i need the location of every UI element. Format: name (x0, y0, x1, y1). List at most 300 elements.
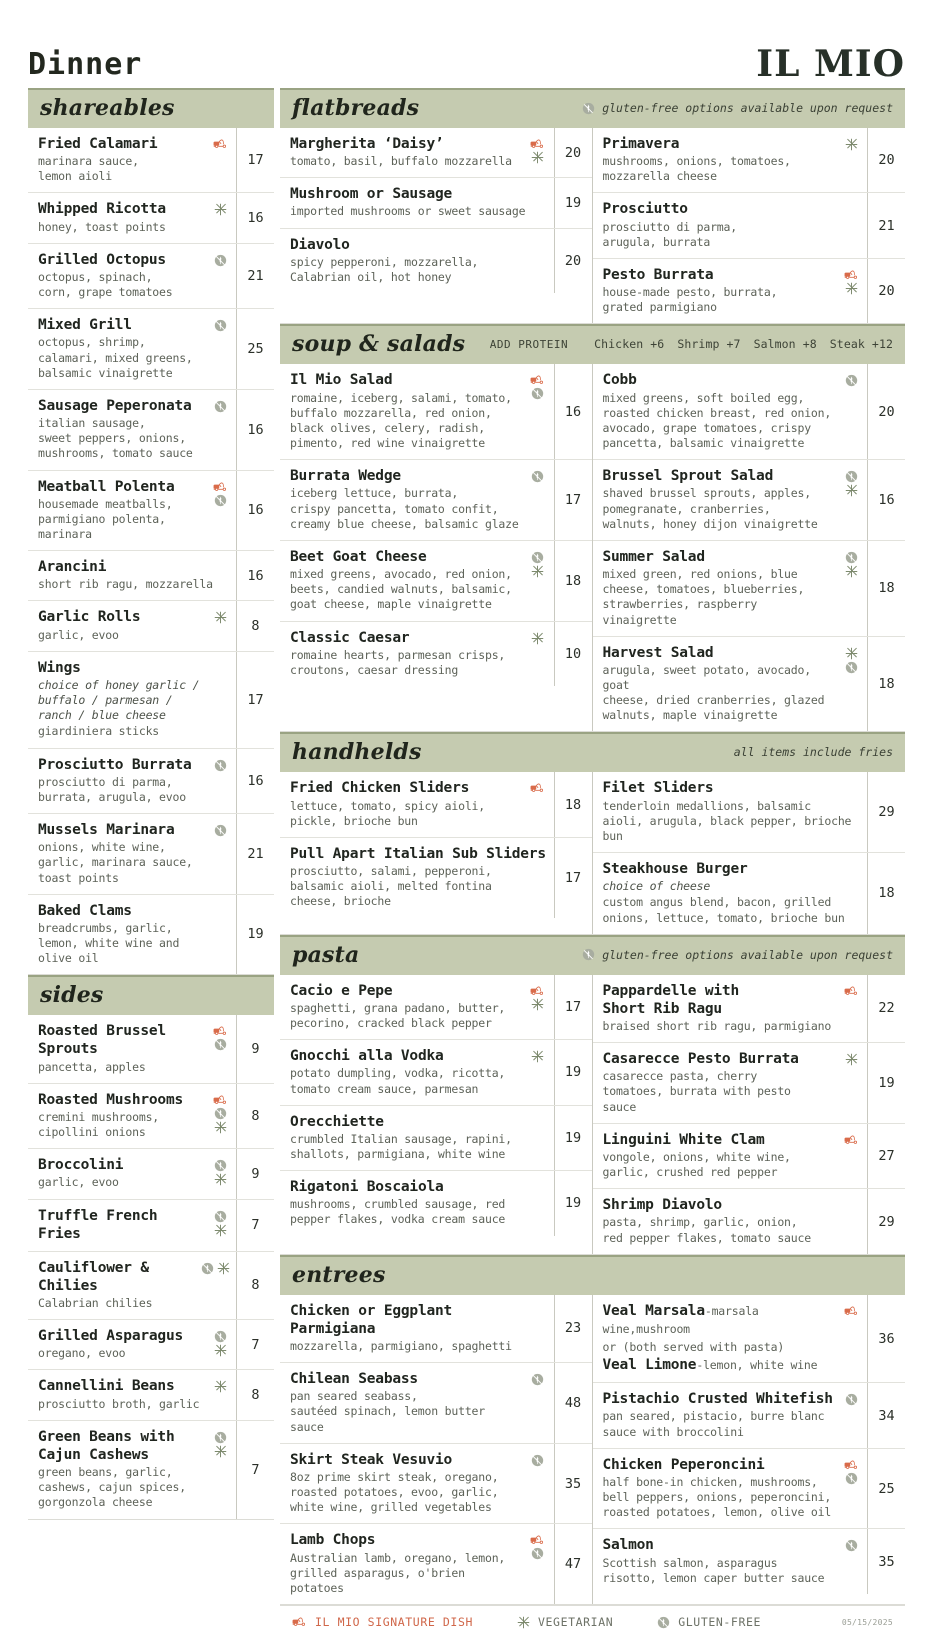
gluten-free-icon (845, 374, 858, 387)
item-body (28, 814, 236, 894)
item-text (290, 236, 548, 285)
vegetarian-icon (845, 484, 858, 497)
vegetarian-icon (214, 1344, 227, 1357)
item-price: 8 (236, 601, 274, 650)
gluten-free-icon (845, 470, 858, 483)
item-price: 16 (236, 193, 274, 242)
item-text (38, 558, 230, 592)
item-price: 18 (554, 772, 592, 836)
items-column-right (593, 772, 906, 933)
items-column-right (593, 364, 906, 731)
item-name: Chicken Peperoncini (602, 1456, 765, 1473)
vegetarian-icon (531, 1050, 544, 1063)
item-body (28, 390, 236, 470)
item-name: Baked Clams (38, 902, 132, 919)
legend-vegetarian-label: VEGETARIAN (538, 1615, 614, 1629)
item-text (38, 902, 230, 967)
vegetarian-icon (517, 1616, 530, 1629)
item-price: 35 (554, 1444, 592, 1524)
item-desc: pan seared seabass, sautéed spinach, lemon butter sauce (290, 1389, 485, 1434)
menu-item-row[interactable] (28, 128, 274, 193)
item-desc: spicy pepperoni, mozzarella, Calabrian oil, hot honey (290, 254, 479, 284)
item-text (603, 200, 862, 249)
item-tags (841, 548, 861, 578)
page-title: Dinner (28, 47, 143, 82)
item-price: 19 (554, 1171, 592, 1235)
legend-signature-label: IL MIO SIGNATURE DISH (315, 1615, 473, 1629)
menu-item-row[interactable] (593, 975, 906, 1043)
item-name: Truffle French Fries (38, 1207, 158, 1242)
item-name: Primavera (602, 136, 680, 152)
item-body (280, 622, 554, 686)
item-body (28, 1421, 236, 1519)
item-desc: mixed green, red onions, blue cheese, tomatoes, blueberries, strawberries, raspberry vinaigrette (602, 566, 805, 627)
menu-item-row[interactable] (28, 1421, 274, 1519)
menu-item-row[interactable] (28, 652, 274, 749)
menu-item-row[interactable] (593, 128, 906, 193)
item-body (280, 772, 554, 836)
menu-item-row[interactable] (28, 551, 274, 601)
vegetarian-icon (845, 282, 858, 295)
menu-item-row[interactable] (28, 1200, 274, 1252)
item-body (280, 178, 554, 227)
scooter-icon (292, 1616, 307, 1628)
menu-item-row[interactable] (28, 471, 274, 552)
item-desc: cremini mushrooms, cipollini onions (38, 1109, 160, 1140)
item-body (28, 309, 236, 389)
item-desc: mushrooms, onions, tomatoes, mozzarella cheese (602, 154, 791, 184)
item-name: Pappardelle with Short Rib Ragu (602, 982, 739, 1017)
menu-item-row[interactable] (593, 259, 906, 323)
add-protein-label: ADD PROTEIN (489, 338, 569, 352)
item-desc: prosciutto di parma, arugula, burrata (602, 219, 737, 249)
item-desc: crumbled Italian sausage, rapini, shallots, parmigiana, white wine (290, 1131, 512, 1161)
item-text (603, 1390, 838, 1439)
menu-item-row[interactable] (280, 178, 592, 228)
item-desc: mixed greens, soft boiled egg, roasted chicken breast, red onion, avocado, grape tomatoes, crispy pancetta, balsamic vinaigrette (602, 390, 832, 451)
item-price: 21 (236, 244, 274, 308)
item-tags (210, 1022, 230, 1051)
item-text (603, 1302, 838, 1375)
item-desc: house-made pesto, burrata, grated parmigiano (602, 285, 778, 315)
vegetarian-icon (214, 1224, 227, 1237)
legend-signature (292, 1615, 473, 1629)
item-price: 16 (236, 471, 274, 551)
item-body (280, 229, 554, 293)
item-text (603, 467, 838, 532)
scooter-icon (530, 138, 545, 150)
scooter-icon (530, 782, 545, 794)
item-name: Green Beans with Cajun Cashews (38, 1428, 175, 1463)
item-name: Pesto Burrata (602, 266, 714, 283)
item-tags (841, 371, 861, 387)
item-desc: lettuce, tomato, spicy aioli, pickle, brioche bun (290, 798, 485, 828)
menu-item-row[interactable] (28, 1252, 274, 1320)
item-price: 19 (554, 1040, 592, 1104)
protein-option[interactable]: Chicken +6 (594, 337, 665, 352)
menu-item-row[interactable] (28, 1149, 274, 1199)
item-desc: mushrooms, crumbled sausage, red pepper flakes, vodka cream sauce (290, 1197, 506, 1227)
menu-item-row[interactable] (593, 1383, 906, 1448)
item-body (280, 128, 554, 177)
protein-option[interactable]: Shrimp +7 (677, 337, 741, 352)
item-tags (210, 1327, 230, 1357)
menu-item-row[interactable] (593, 1295, 906, 1384)
gluten-free-icon (845, 1472, 858, 1485)
item-name: Mushroom or Sausage (290, 186, 453, 203)
item-price: 7 (236, 1421, 274, 1519)
item-name: Meatball Polenta (38, 478, 175, 495)
item-text (290, 1113, 548, 1162)
item-price: 48 (554, 1363, 592, 1443)
item-name: Cauliflower & Chilies (38, 1259, 149, 1294)
menu-item-row[interactable] (280, 229, 592, 293)
section-items-pasta (280, 975, 905, 1255)
menu-item-row[interactable] (280, 1040, 592, 1105)
scooter-icon (844, 269, 859, 281)
section-title: entrees (292, 1261, 386, 1288)
item-text (38, 478, 206, 543)
item-price: 21 (867, 193, 905, 257)
item-body (28, 1149, 236, 1198)
menu-item-row[interactable] (280, 460, 592, 541)
section-header-shareables (28, 88, 274, 128)
menu-item-row[interactable] (280, 128, 592, 178)
item-name: Salmon (602, 1537, 654, 1554)
item-price: 18 (867, 637, 905, 732)
menu-item-row[interactable] (28, 1084, 274, 1149)
item-name: Il Mio Salad (290, 372, 393, 389)
scooter-icon (213, 1094, 228, 1106)
item-name: Beet Goat Cheese (290, 548, 427, 565)
menu-item-row[interactable] (593, 541, 906, 637)
item-text (290, 1531, 524, 1596)
menu-item-row[interactable] (593, 460, 906, 541)
section-items-soup-salads (280, 364, 905, 732)
item-tags (528, 371, 548, 400)
add-protein-note (490, 337, 893, 351)
gluten-free-icon (657, 1616, 670, 1629)
item-tags (841, 467, 861, 497)
item-name: Grilled Asparagus (38, 1328, 184, 1345)
item-price: 19 (867, 1043, 905, 1123)
item-name: Roasted Brussel Sprouts (38, 1023, 166, 1058)
item-desc: prosciutto broth, garlic (38, 1396, 200, 1411)
item-desc: breadcrumbs, garlic, lemon, white wine and olive oil (38, 920, 180, 966)
item-price: 36 (867, 1295, 905, 1383)
item-body (593, 1189, 868, 1253)
menu-item-row[interactable] (280, 1524, 592, 1604)
scooter-icon (844, 1134, 859, 1146)
gluten-free-note-label: gluten-free options available upon request (602, 947, 893, 962)
menu-item-row[interactable] (280, 364, 592, 460)
protein-option[interactable]: Salmon +8 (753, 337, 817, 352)
vegetarian-icon (845, 1053, 858, 1066)
item-price: 22 (867, 975, 905, 1042)
item-tags (210, 251, 230, 267)
item-name: Cobb (602, 372, 637, 389)
item-text (603, 135, 838, 184)
menu-item-row[interactable] (28, 390, 274, 471)
section-title: flatbreads (292, 95, 420, 121)
menu-item-row[interactable] (28, 1370, 274, 1420)
item-body (28, 1200, 236, 1251)
item-desc: oregano, evoo (38, 1346, 126, 1361)
item-tags (841, 982, 861, 997)
item-name: Summer Salad (602, 548, 705, 565)
item-tags (528, 467, 548, 483)
items-column-left (280, 364, 593, 731)
item-desc: arugula, sweet potato, avocado, goat cheese, dried cranberries, glazed walnuts, maple vinaigrette (602, 662, 825, 723)
item-price: 47 (554, 1524, 592, 1604)
menu-item-row[interactable] (593, 772, 906, 853)
gluten-free-icon (845, 1393, 858, 1406)
item-text (38, 251, 206, 300)
item-name: Wings (38, 659, 81, 676)
item-body (593, 1529, 868, 1593)
gluten-free-icon (531, 551, 544, 564)
item-text (603, 982, 838, 1034)
handhelds-note-label: all items include fries (733, 745, 893, 760)
item-price: 16 (867, 460, 905, 540)
menu-item-row[interactable] (28, 895, 274, 975)
item-price: 20 (867, 364, 905, 459)
item-name: Chicken or Eggplant Parmigiana (290, 1302, 453, 1337)
item-text (38, 1428, 206, 1511)
item-name: Rigatoni Boscaiola (290, 1179, 444, 1196)
gluten-free-icon (201, 1262, 214, 1275)
item-body (28, 471, 236, 551)
gluten-free-icon (214, 1330, 227, 1343)
items-column-left (280, 128, 593, 323)
menu-item-row[interactable] (280, 622, 592, 686)
item-tags (210, 1156, 230, 1186)
protein-option[interactable]: Steak +12 (829, 337, 893, 352)
item-text (290, 982, 524, 1031)
item-name: Gnocchi alla Vodka (290, 1048, 444, 1065)
item-text (603, 548, 838, 628)
item-price: 17 (236, 652, 274, 748)
gluten-free-icon (214, 254, 227, 267)
item-price: 18 (867, 853, 905, 934)
menu-item-row[interactable] (593, 637, 906, 732)
item-text (290, 1302, 548, 1354)
item-tags (528, 135, 548, 164)
item-tags (210, 1091, 230, 1134)
item-tags (528, 629, 548, 645)
item-tags (528, 1451, 548, 1467)
item-price: 29 (867, 1189, 905, 1253)
item-tags (841, 644, 861, 674)
item-body (28, 193, 236, 242)
item-name: Fried Calamari (38, 136, 158, 152)
menu-item-row[interactable] (593, 1529, 906, 1593)
menu-item-row[interactable] (28, 1015, 274, 1083)
scooter-icon (213, 481, 228, 493)
gluten-free-icon (214, 824, 227, 837)
gluten-free-icon (214, 1159, 227, 1172)
item-name: Diavolo (290, 236, 350, 253)
menu-item-row[interactable] (280, 838, 592, 918)
item-text (38, 1156, 206, 1190)
item-body (28, 1252, 236, 1319)
item-name: Roasted Mushrooms (38, 1091, 184, 1108)
menu-item-row[interactable] (280, 1171, 592, 1235)
item-name: Mussels Marinara (38, 822, 175, 839)
item-price: 9 (236, 1015, 274, 1082)
menu-item-row[interactable] (28, 814, 274, 895)
section-title: shareables (40, 95, 175, 121)
vegetarian-icon (845, 138, 858, 151)
items-column-left (280, 1295, 593, 1604)
item-name: Classic Caesar (290, 629, 410, 646)
vegetarian-icon (214, 1121, 227, 1134)
gluten-free-icon (214, 759, 227, 772)
item-body (593, 541, 868, 636)
brand-logo: IL MIO (756, 43, 905, 85)
section-header-soup-salads (280, 324, 905, 364)
item-body (593, 1043, 868, 1123)
item-name: Prosciutto Burrata (38, 756, 192, 773)
item-desc: tenderloin medallions, balsamic aioli, arugula, black pepper, brioche bun (602, 798, 852, 843)
menu-item-row[interactable] (280, 541, 592, 622)
menu-item-row[interactable] (280, 772, 592, 837)
item-text (38, 316, 206, 381)
menu-item-row[interactable] (28, 193, 274, 243)
item-tags (528, 1047, 548, 1063)
vegetarian-icon (531, 565, 544, 578)
gluten-free-icon (845, 1539, 858, 1552)
item-body (593, 193, 868, 257)
gluten-free-icon (531, 1547, 544, 1560)
item-inline-desc-2: or (both served with pasta) (602, 1340, 785, 1355)
menu-item-row[interactable] (593, 364, 906, 460)
items-column-left (280, 772, 593, 933)
menu-item-row[interactable] (593, 1189, 906, 1253)
gluten-free-icon (845, 661, 858, 674)
item-desc: pan seared, pistacio, burre blanc sauce with broccolini (602, 1409, 825, 1439)
item-tags (210, 316, 230, 332)
item-text (38, 200, 206, 234)
menu-item-row[interactable] (280, 975, 592, 1040)
item-desc: prosciutto di parma, burrata, arugula, evoo (38, 774, 186, 804)
item-text (290, 1047, 524, 1096)
masthead (28, 0, 905, 88)
vegetarian-icon (845, 647, 858, 660)
gluten-free-icon (531, 387, 544, 400)
item-text (38, 1091, 206, 1140)
menu-item-row[interactable] (28, 244, 274, 309)
menu-item-row[interactable] (28, 309, 274, 390)
item-text (603, 779, 862, 844)
item-price: 25 (236, 309, 274, 389)
item-desc: iceberg lettuce, burrata, crispy pancetta, tomato confit, creamy blue cheese, balsamic glaze (290, 486, 519, 531)
item-text (38, 659, 230, 740)
item-name: Mixed Grill (38, 317, 132, 334)
item-tags (210, 1207, 230, 1237)
item-body (593, 772, 868, 852)
item-price: 16 (554, 364, 592, 459)
item-text (38, 608, 206, 642)
item-text (290, 845, 548, 910)
item-body (593, 975, 868, 1042)
item-body (593, 853, 868, 934)
gluten-free-icon (214, 1210, 227, 1223)
item-name: Skirt Steak Vesuvio (290, 1451, 453, 1468)
item-body (593, 1449, 868, 1529)
item-name: Steakhouse Burger (602, 861, 748, 878)
menu-item-row[interactable] (280, 1295, 592, 1363)
section-header-sides (28, 975, 274, 1015)
item-name: Linguini White Clam (602, 1131, 765, 1148)
menu-item-row[interactable] (593, 853, 906, 934)
item-text (290, 548, 524, 613)
item-name: Arancini (38, 559, 107, 576)
menu-item-row[interactable] (28, 1320, 274, 1370)
item-tags (528, 982, 548, 1011)
menu-item-row[interactable] (593, 1124, 906, 1189)
vegetarian-icon (531, 151, 544, 164)
item-text (290, 629, 524, 678)
item-tags (841, 1131, 861, 1146)
item-text (290, 1178, 548, 1227)
item-desc: giardiniera sticks (38, 724, 160, 739)
vegetarian-icon (214, 611, 227, 624)
section-title: pasta (292, 941, 360, 968)
item-desc: casarecce pasta, cherry tomatoes, burrata with pesto sauce (602, 1069, 791, 1114)
gluten-free-icon (214, 400, 227, 413)
item-desc: custom angus blend, bacon, grilled onions, lettuce, tomato, brioche bun (602, 895, 845, 925)
item-text (38, 1327, 206, 1361)
item-price: 34 (867, 1383, 905, 1447)
item-desc: pancetta, apples (38, 1059, 146, 1074)
menu-item-row[interactable] (280, 1363, 592, 1444)
item-text (290, 1451, 524, 1516)
item-desc: mozzarella, parmigiano, spaghetti (290, 1339, 512, 1354)
item-body (280, 1363, 554, 1443)
item-tags (841, 1456, 861, 1485)
item-price: 17 (554, 975, 592, 1039)
item-body (593, 460, 868, 540)
item-name: Broccolini (38, 1157, 124, 1174)
item-price: 10 (554, 622, 592, 686)
item-text (603, 1196, 862, 1245)
item-text (38, 1259, 197, 1311)
menu-item-row[interactable] (593, 1449, 906, 1530)
item-name: Garlic Rolls (38, 609, 141, 626)
items-column-right (593, 128, 906, 323)
vegetarian-icon (845, 565, 858, 578)
item-desc: braised short rib ragu, parmigiano (602, 1019, 832, 1034)
scooter-icon (844, 1305, 859, 1317)
item-desc: imported mushrooms or sweet sausage (290, 204, 526, 219)
menu-item-row[interactable] (28, 749, 274, 814)
item-desc: vongole, onions, white wine, garlic, crushed red pepper (602, 1149, 791, 1180)
gluten-free-note-label: gluten-free options available upon request (602, 101, 893, 115)
item-body (28, 652, 236, 748)
gluten-free-note-pasta (582, 948, 893, 962)
menu-item-row[interactable] (593, 193, 906, 258)
menu-item-row[interactable] (280, 1444, 592, 1525)
menu-item-row[interactable] (28, 601, 274, 651)
item-name: Grilled Octopus (38, 251, 166, 268)
menu-item-row[interactable] (280, 1106, 592, 1171)
item-desc: 8oz prime skirt steak, oregano, roasted potatoes, evoo, garlic, white wine, grilled vegetables (290, 1469, 499, 1515)
item-body (280, 1171, 554, 1235)
menu-item-row[interactable] (593, 1043, 906, 1124)
item-body (28, 895, 236, 975)
item-price: 18 (867, 541, 905, 636)
